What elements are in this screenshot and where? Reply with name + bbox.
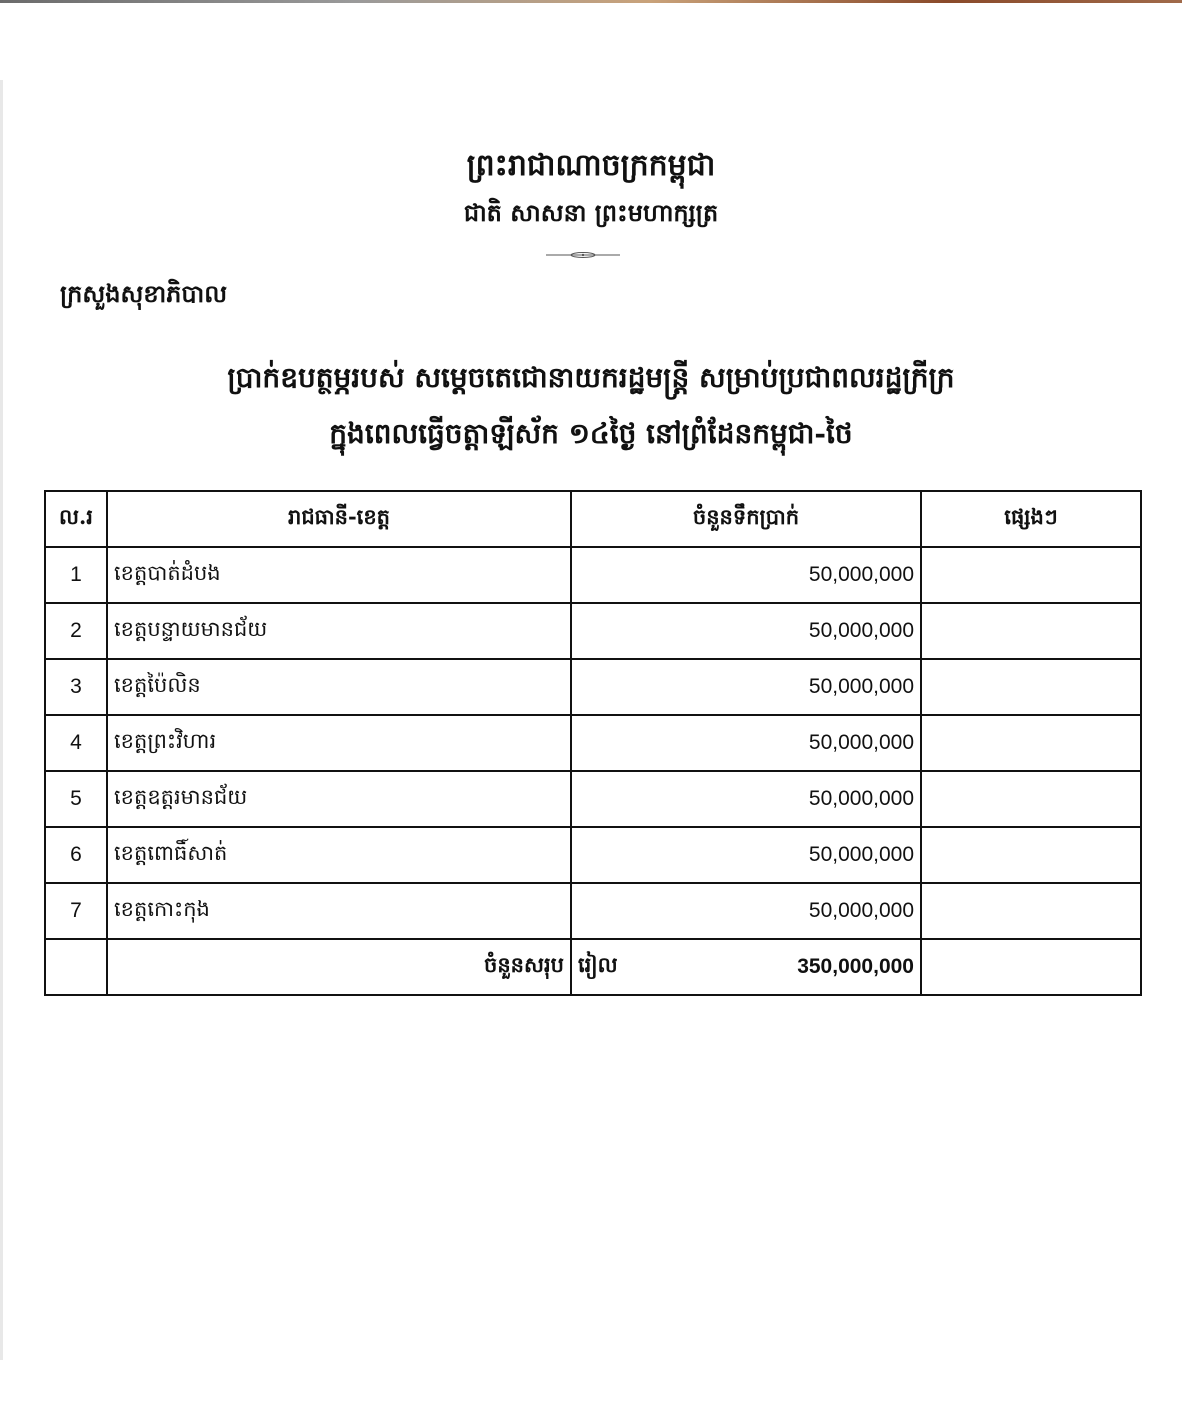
total-empty-cell — [45, 939, 107, 995]
row-other — [921, 883, 1141, 939]
row-province: ខេត្តប៉ៃលិន — [107, 659, 571, 715]
total-label: ចំនួនសរុប — [107, 939, 571, 995]
table-header-row — [45, 491, 1141, 547]
header-other: ផ្សេងៗ — [921, 491, 1141, 547]
row-amount: 50,000,000 — [571, 603, 921, 659]
table-row — [45, 883, 1141, 939]
row-province: ខេត្តបន្ទាយមានជ័យ — [107, 603, 571, 659]
table-row — [45, 547, 1141, 603]
total-row — [45, 939, 1141, 995]
kingdom-heading: ព្រះរាជាណាចក្រកម្ពុជា — [466, 148, 716, 183]
table-row — [45, 659, 1141, 715]
header-number: ល.រ — [45, 491, 107, 547]
row-number: 2 — [45, 603, 107, 659]
national-motto: ជាតិ សាសនា ព្រះមហាក្សត្រ — [463, 198, 719, 227]
row-other — [921, 771, 1141, 827]
row-other — [921, 547, 1141, 603]
row-amount: 50,000,000 — [571, 827, 921, 883]
total-amount-cell — [571, 939, 921, 995]
row-number: 3 — [45, 659, 107, 715]
table-row — [45, 827, 1141, 883]
document-title-line-2: ក្នុងពេលធ្វើចត្តាឡីស័ក ១៤ថ្ងៃ នៅព្រំដែនកម្ពុជា-ថៃ — [329, 417, 853, 450]
table-row — [45, 715, 1141, 771]
header-province: រាជធានី-ខេត្ត — [107, 491, 571, 547]
row-province: ខេត្តឧត្តរមានជ័យ — [107, 771, 571, 827]
row-province: ខេត្តបាត់ដំបង — [107, 547, 571, 603]
row-amount: 50,000,000 — [571, 771, 921, 827]
total-amount: 350,000,000 — [797, 955, 914, 978]
donation-table — [44, 490, 1142, 996]
header-amount: ចំនួនទឹកប្រាក់ — [571, 491, 921, 547]
row-amount: 50,000,000 — [571, 715, 921, 771]
row-other — [921, 827, 1141, 883]
row-amount: 50,000,000 — [571, 883, 921, 939]
row-other — [921, 603, 1141, 659]
ministry-name: ក្រសួងសុខាភិបាល — [60, 279, 228, 308]
table-row — [45, 603, 1141, 659]
row-province: ខេត្តព្រះវិហារ — [107, 715, 571, 771]
total-other-cell — [921, 939, 1141, 995]
row-number: 6 — [45, 827, 107, 883]
row-number: 5 — [45, 771, 107, 827]
row-other — [921, 659, 1141, 715]
top-border-strip — [0, 0, 1182, 3]
row-other — [921, 715, 1141, 771]
row-province: ខេត្តកោះកុង — [107, 883, 571, 939]
left-page-edge — [0, 80, 3, 1360]
row-number: 1 — [45, 547, 107, 603]
document-title-line-1: ប្រាក់ឧបត្ថម្ភរបស់ សម្តេចតេជោនាយករដ្ឋមន្ត្រី សម្រាប់ប្រជាពលរដ្ឋក្រីក្រ — [227, 361, 955, 394]
row-province: ខេត្តពោធិ៍សាត់ — [107, 827, 571, 883]
row-amount: 50,000,000 — [571, 547, 921, 603]
row-number: 7 — [45, 883, 107, 939]
table-row — [45, 771, 1141, 827]
row-amount: 50,000,000 — [571, 659, 921, 715]
ornament-divider-icon — [546, 252, 620, 258]
row-number: 4 — [45, 715, 107, 771]
total-currency: រៀល — [578, 951, 618, 977]
